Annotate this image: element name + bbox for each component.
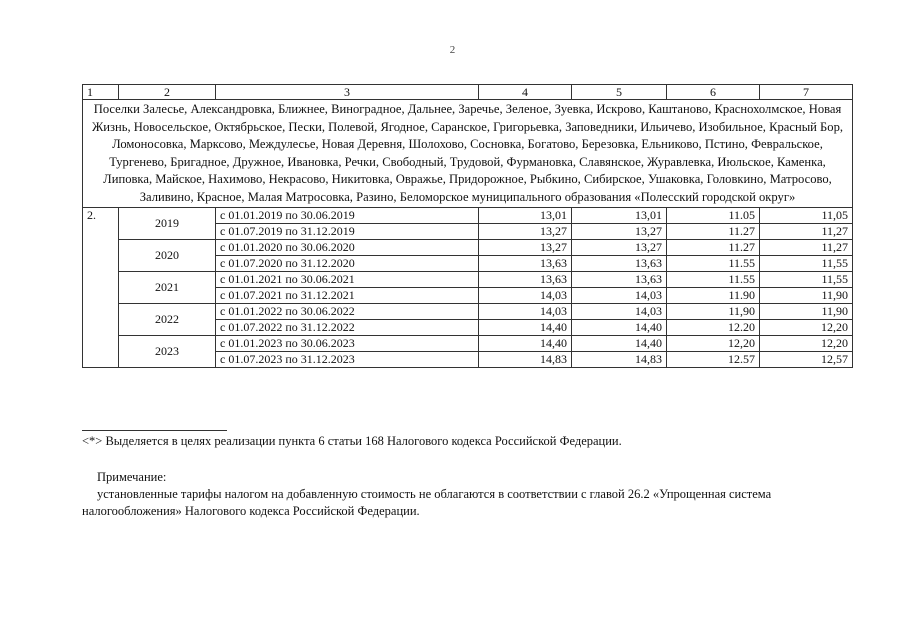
value-cell: 11,55 — [760, 272, 853, 288]
value-cell: 14,40 — [479, 336, 572, 352]
value-cell: 14,83 — [479, 352, 572, 368]
value-cell: 14,03 — [572, 288, 667, 304]
year-cell: 2021 — [119, 272, 216, 304]
year-cell: 2022 — [119, 304, 216, 336]
period-cell: с 01.01.2020 по 30.06.2020 — [216, 240, 479, 256]
value-cell: 11,05 — [760, 208, 853, 224]
value-cell: 11,90 — [760, 288, 853, 304]
value-cell: 11.27 — [667, 240, 760, 256]
header-cell: 6 — [667, 85, 760, 100]
value-cell: 12,20 — [760, 336, 853, 352]
header-cell: 1 — [83, 85, 119, 100]
header-cell: 3 — [216, 85, 479, 100]
header-cell: 5 — [572, 85, 667, 100]
footnote-divider — [82, 430, 227, 431]
period-cell: с 01.07.2020 по 31.12.2020 — [216, 256, 479, 272]
table-row — [83, 336, 853, 352]
page-number: 2 — [449, 44, 456, 56]
value-cell: 13,01 — [572, 208, 667, 224]
note-text: установленные тарифы налогом на добавленную стоимость не облагаются в соответствии с главой 26.2 «Упрощенная система налогообложения» Налогового кодекса Российской Федерации. — [82, 487, 772, 518]
value-cell: 13,63 — [572, 256, 667, 272]
value-cell: 14,03 — [479, 304, 572, 320]
value-cell: 11.05 — [667, 208, 760, 224]
table-row — [83, 272, 853, 288]
value-cell: 11,27 — [760, 240, 853, 256]
table-row — [83, 240, 853, 256]
period-cell: с 01.07.2022 по 31.12.2022 — [216, 320, 479, 336]
settlements-row — [83, 100, 853, 208]
value-cell: 12.20 — [667, 320, 760, 336]
period-cell: с 01.07.2019 по 31.12.2019 — [216, 224, 479, 240]
period-cell: с 01.07.2021 по 31.12.2021 — [216, 288, 479, 304]
value-cell: 11,90 — [760, 304, 853, 320]
value-cell: 14,40 — [479, 320, 572, 336]
header-row — [83, 85, 853, 100]
footnote: <*> Выделяется в целях реализации пункта 6 статьи 168 Налогового кодекса Российской Федерации. — [82, 434, 622, 448]
value-cell: 13,63 — [479, 272, 572, 288]
period-cell: с 01.01.2023 по 30.06.2023 — [216, 336, 479, 352]
value-cell: 11.55 — [667, 272, 760, 288]
header-cell: 2 — [119, 85, 216, 100]
header-cell: 4 — [479, 85, 572, 100]
value-cell: 13,01 — [479, 208, 572, 224]
year-cell: 2023 — [119, 336, 216, 368]
header-cell: 7 — [760, 85, 853, 100]
period-cell: с 01.01.2019 по 30.06.2019 — [216, 208, 479, 224]
settlements-list: Поселки Залесье, Александровка, Ближнее, Виноградное, Дальнее, Заречье, Зеленое, Зуевка, Искрово, Каштаново, Краснохолмское, Новая Жизнь, Новосельское, Октябрьское, Пески, Полевой, Ягодное, Саранское, Григорьевка, Заповедники, Ильичево, Изобильное, Красный Бор, Ломоносовка, Марксово, Междулесье, Новая Деревня, Шолохово, Сосновка, Богатово, Березовка, Ельниково, Пстино, Февральское, Тургенево, Бригадное, Дружное, Ивановка, Речки, Свободный, Трудовой, Фурмановка, Славянское, Журавлевка, Июльское, Каменка, Липовка, Майское, Нахимово, Некрасово, Никитовка, Овражье, Придорожное, Рыбкино, Сибирское, Ушаковка, Головкино, Матросово, Заливино, Красное, Малая Матросовка, Разино, Беломорское муниципального образования «Полесский городской округ» — [83, 100, 853, 208]
value-cell: 13,27 — [572, 240, 667, 256]
value-cell: 11.90 — [667, 288, 760, 304]
value-cell: 14,03 — [479, 288, 572, 304]
value-cell: 11,90 — [667, 304, 760, 320]
value-cell: 12,20 — [760, 320, 853, 336]
year-cell: 2020 — [119, 240, 216, 272]
value-cell: 14,40 — [572, 320, 667, 336]
value-cell: 12.57 — [667, 352, 760, 368]
value-cell: 14,03 — [572, 304, 667, 320]
value-cell: 12,57 — [760, 352, 853, 368]
value-cell: 13,27 — [479, 224, 572, 240]
table-row — [83, 304, 853, 320]
period-cell: с 01.01.2021 по 30.06.2021 — [216, 272, 479, 288]
period-cell: с 01.07.2023 по 31.12.2023 — [216, 352, 479, 368]
value-cell: 11,27 — [760, 224, 853, 240]
tariff-table — [82, 84, 853, 368]
value-cell: 12,20 — [667, 336, 760, 352]
value-cell: 13,63 — [572, 272, 667, 288]
value-cell: 13,27 — [572, 224, 667, 240]
value-cell: 13,27 — [479, 240, 572, 256]
table-row — [83, 208, 853, 224]
value-cell: 14,83 — [572, 352, 667, 368]
year-cell: 2019 — [119, 208, 216, 240]
value-cell: 13,63 — [479, 256, 572, 272]
value-cell: 11.27 — [667, 224, 760, 240]
period-cell: с 01.01.2022 по 30.06.2022 — [216, 304, 479, 320]
value-cell: 11.55 — [667, 256, 760, 272]
note-title: Примечание: — [97, 470, 167, 484]
row-number: 2. — [83, 208, 119, 368]
value-cell: 11,55 — [760, 256, 853, 272]
value-cell: 14,40 — [572, 336, 667, 352]
